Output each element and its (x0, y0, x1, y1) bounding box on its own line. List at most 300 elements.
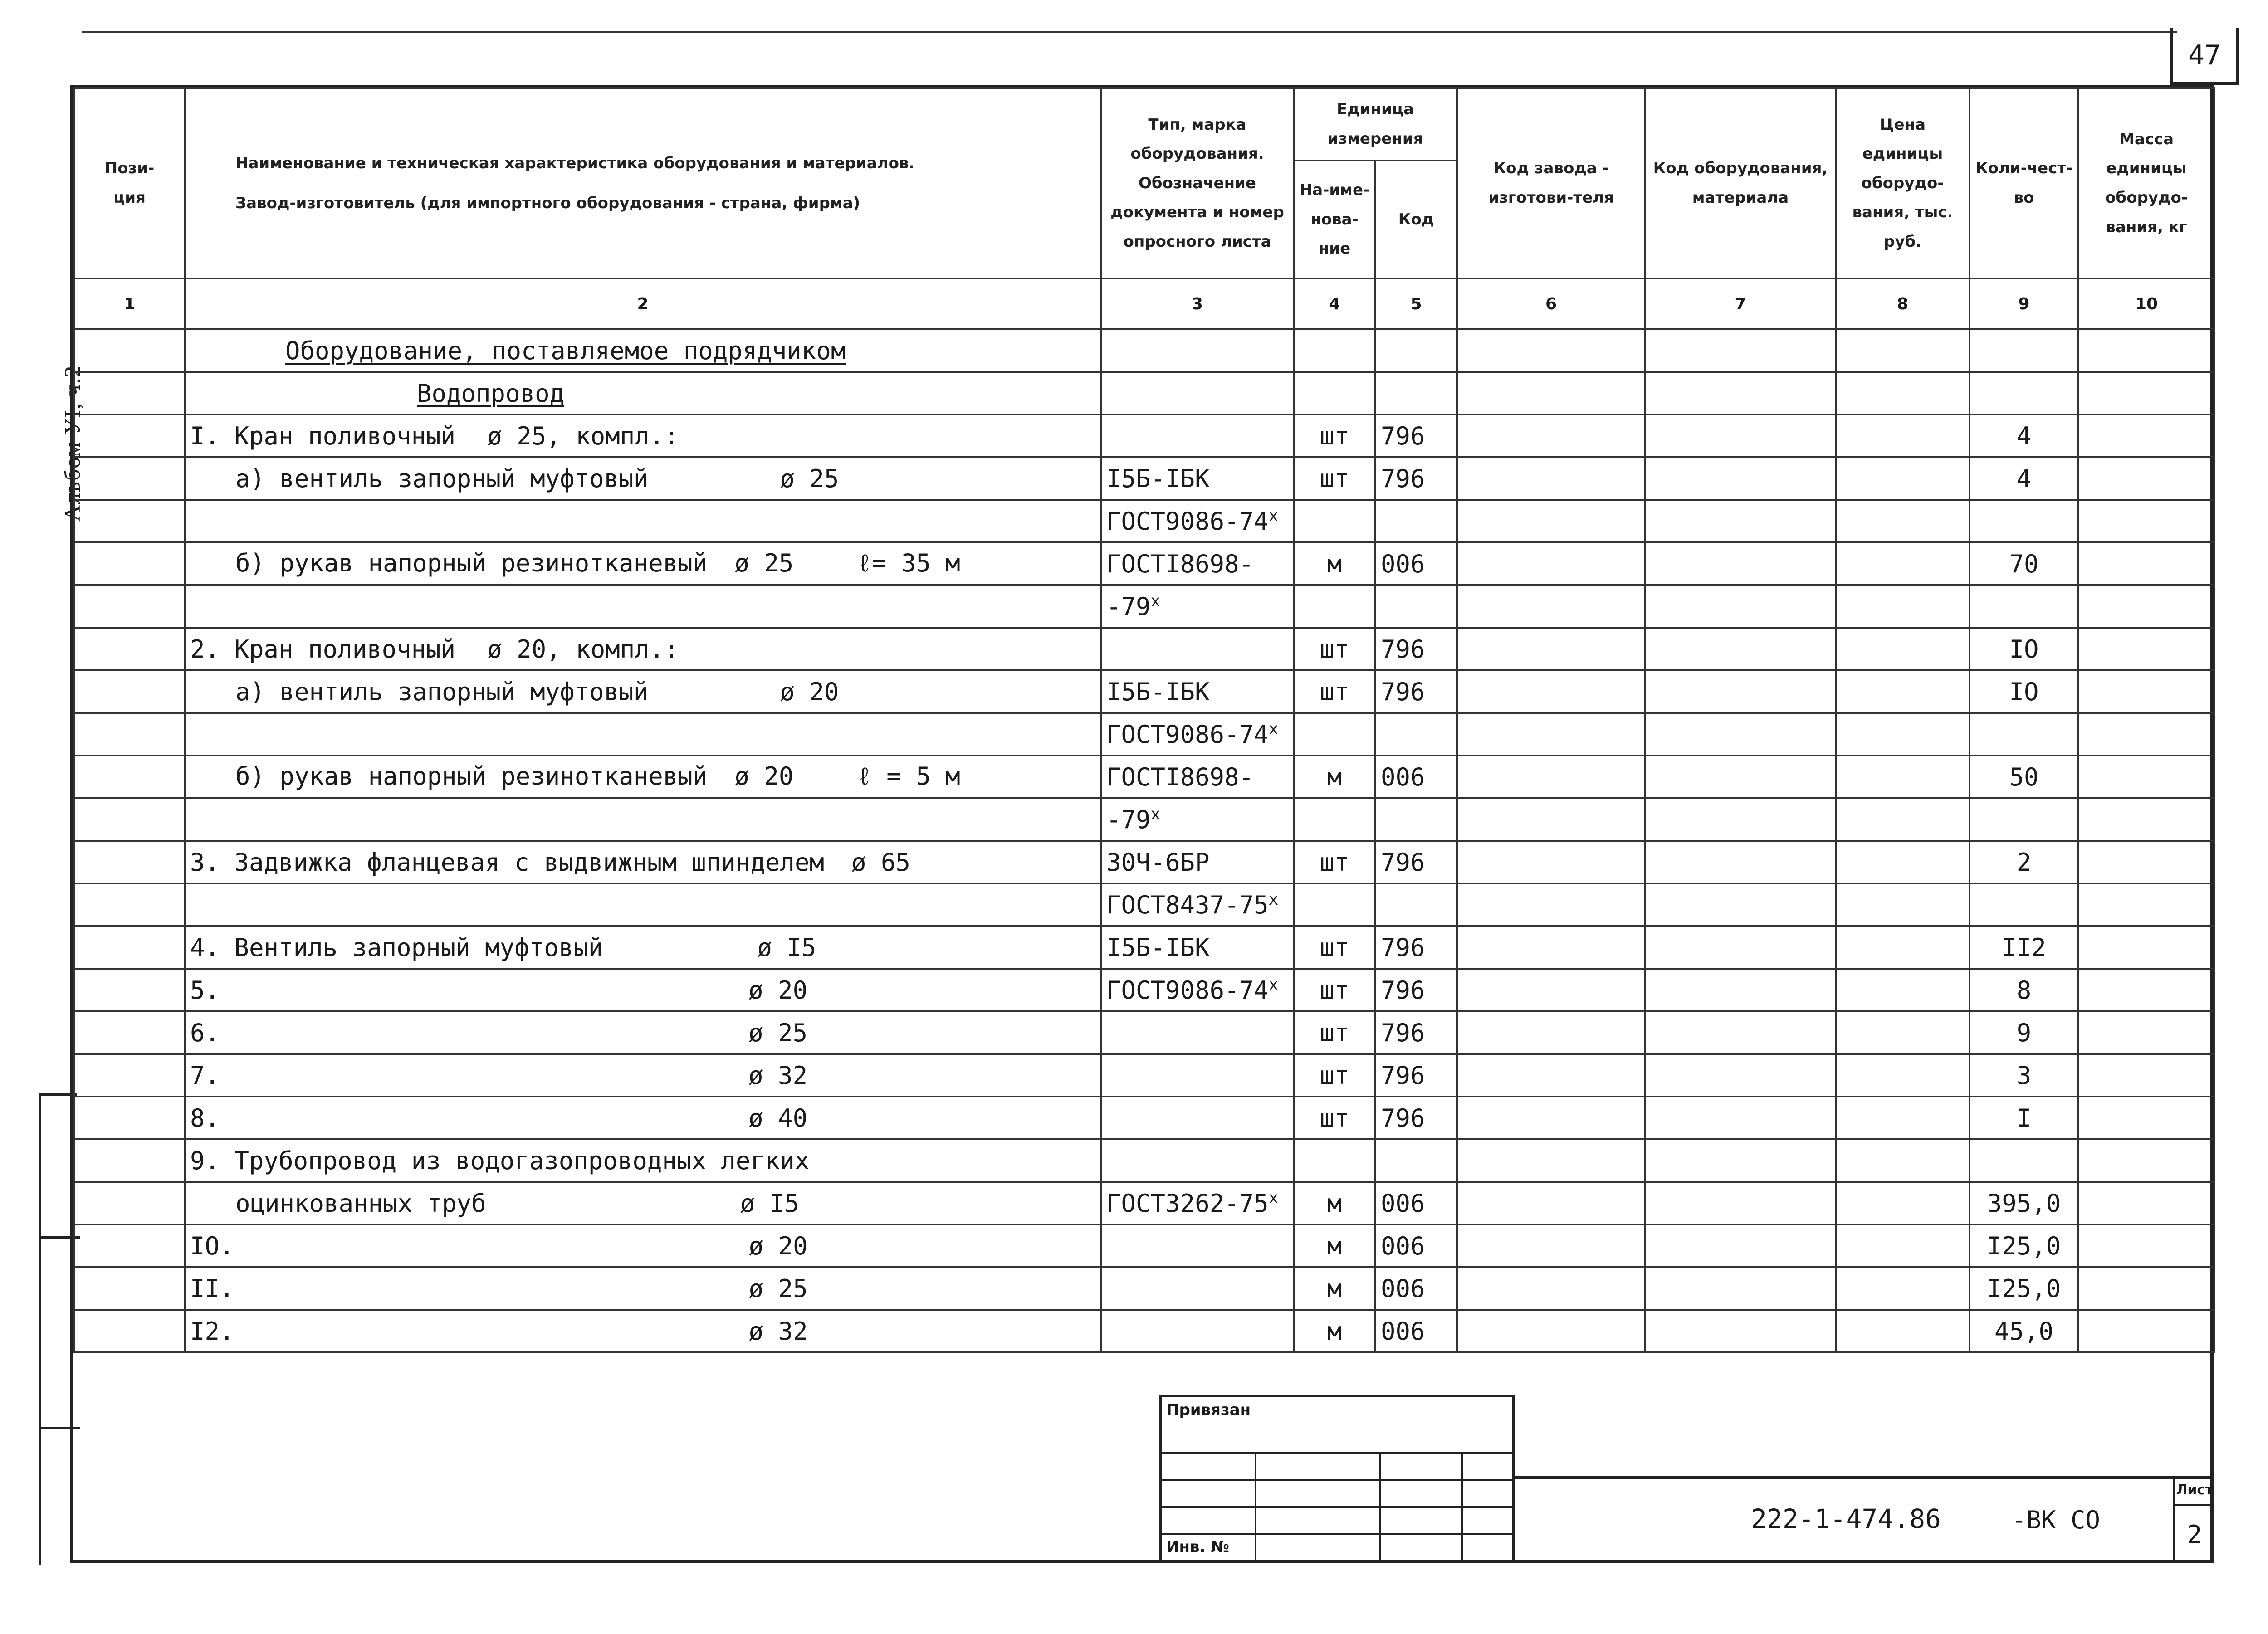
header-price: Цена единицы оборудо-вания, тыс. руб. (1836, 88, 1970, 278)
cell-unit: шт (1294, 969, 1375, 1011)
cell-unit: шт (1294, 926, 1375, 969)
cell-equip-code (1645, 1224, 1836, 1267)
header-plant-code: Код завода - изготови-теля (1457, 88, 1645, 278)
row-type: 30Ч-6БР (1106, 848, 1210, 877)
header-type: Тип, марка оборудования. Обозначение документа и номер опросного листа (1101, 88, 1294, 278)
header-mass: Масса единицы оборудо-вания, кг (2078, 88, 2214, 278)
cell-mass (2078, 1310, 2214, 1352)
cell-code: 796 (1375, 415, 1457, 457)
row-name: а) вентиль запорный муфтовый (235, 677, 649, 706)
cell-equip-code (1645, 500, 1836, 542)
cell-type (1101, 841, 1294, 883)
cell-equip-code (1645, 542, 1836, 585)
row-diameter: ø 40 (748, 1103, 808, 1132)
table-row (74, 756, 2214, 798)
column-number: 9 (1970, 278, 2078, 329)
table-row (74, 1097, 2214, 1139)
row-diameter: ø I5 (740, 1189, 799, 1218)
cell-equip-code (1645, 670, 1836, 713)
cell-plant-code (1457, 628, 1645, 670)
cell-price (1836, 628, 1970, 670)
table-row (74, 969, 2214, 1011)
cell-qty: 9 (1970, 1011, 2078, 1054)
cell-type (1101, 1097, 1294, 1139)
cell-name (185, 329, 1101, 372)
cell-unit: м (1294, 1267, 1375, 1310)
cell-name (185, 1139, 1101, 1182)
cell-type (1101, 1224, 1294, 1267)
cell-type (1101, 1054, 1294, 1097)
table-row (74, 1267, 2214, 1310)
album-side-label: Альбом УI, ч.2 (59, 365, 85, 522)
cell-plant-code (1457, 1267, 1645, 1310)
cell-qty: 4 (1970, 415, 2078, 457)
cell-code: 796 (1375, 628, 1457, 670)
cell-name (185, 585, 1101, 628)
cell-mass (2078, 628, 2214, 670)
cell-type (1101, 926, 1294, 969)
cell-equip-code (1645, 1182, 1836, 1224)
cell-equip-code (1645, 756, 1836, 798)
cell-pos (74, 1139, 185, 1182)
cell-plant-code (1457, 1054, 1645, 1097)
column-number: 8 (1836, 278, 1970, 329)
sheet-number: 47 (2170, 28, 2239, 85)
cell-price (1836, 1224, 1970, 1267)
cell-name (185, 883, 1101, 926)
cell-mass (2078, 841, 2214, 883)
cell-price (1836, 415, 1970, 457)
table-row (74, 372, 2214, 415)
cell-mass (2078, 1224, 2214, 1267)
header-equip-code: Код оборудования, материала (1645, 88, 1836, 278)
cell-unit (1294, 500, 1375, 542)
cell-qty: 45,0 (1970, 1310, 2078, 1352)
cell-plant-code (1457, 329, 1645, 372)
row-diameter: ø 65 (851, 848, 911, 877)
cell-code: 796 (1375, 1097, 1457, 1139)
cell-price (1836, 1097, 1970, 1139)
cell-price (1836, 329, 1970, 372)
cell-name (185, 926, 1101, 969)
cell-unit: шт (1294, 1011, 1375, 1054)
cell-code: 796 (1375, 841, 1457, 883)
title-block-rule (1515, 1476, 2214, 1479)
row-type: ГОСТ8437-75 (1106, 891, 1269, 919)
table-row (74, 585, 2214, 628)
table-body (74, 329, 2214, 1352)
cell-price (1836, 969, 1970, 1011)
top-rule (82, 31, 2177, 33)
cell-unit (1294, 1139, 1375, 1182)
cell-plant-code (1457, 756, 1645, 798)
row-type: ГОСТ9086-74 (1106, 976, 1269, 1005)
cell-unit: шт (1294, 1097, 1375, 1139)
cell-qty: 395,0 (1970, 1182, 2078, 1224)
cell-unit: шт (1294, 841, 1375, 883)
cell-mass (2078, 500, 2214, 542)
cell-pos (74, 798, 185, 841)
document-code: 222-1-474.86 (1751, 1503, 1941, 1534)
cell-plant-code (1457, 372, 1645, 415)
cell-plant-code (1457, 926, 1645, 969)
cell-unit: шт (1294, 415, 1375, 457)
row-name: 3. Задвижка фланцевая с выдвижным шпинделем (190, 848, 824, 877)
cell-type (1101, 670, 1294, 713)
cell-pos (74, 1310, 185, 1352)
table-row (74, 457, 2214, 500)
cell-type (1101, 1267, 1294, 1310)
cell-mass (2078, 372, 2214, 415)
row-type: I5Б-IБК (1106, 677, 1210, 706)
row-type-superscript: x (1268, 976, 1279, 994)
table-row (74, 670, 2214, 713)
row-name: а) вентиль запорный муфтовый (235, 464, 649, 493)
cell-pos (74, 1097, 185, 1139)
cell-equip-code (1645, 713, 1836, 756)
column-number: 5 (1375, 278, 1457, 329)
cell-price (1836, 1139, 1970, 1182)
row-diameter: ø 20 (734, 761, 794, 790)
cell-unit (1294, 883, 1375, 926)
cell-code: 006 (1375, 542, 1457, 585)
cell-qty: I (1970, 1097, 2078, 1139)
cell-name (185, 542, 1101, 585)
cell-plant-code (1457, 1011, 1645, 1054)
cell-equip-code (1645, 926, 1836, 969)
cell-plant-code (1457, 415, 1645, 457)
column-number: 4 (1294, 278, 1375, 329)
cell-qty: II2 (1970, 926, 2078, 969)
cell-equip-code (1645, 798, 1836, 841)
cell-unit: м (1294, 756, 1375, 798)
cell-code: 006 (1375, 1224, 1457, 1267)
table-row (74, 798, 2214, 841)
cell-mass (2078, 1054, 2214, 1097)
cell-mass (2078, 756, 2214, 798)
column-number: 2 (185, 278, 1101, 329)
cell-type (1101, 756, 1294, 798)
cell-pos (74, 1011, 185, 1054)
cell-mass (2078, 457, 2214, 500)
cell-name (185, 841, 1101, 883)
table-row (74, 415, 2214, 457)
row-diameter: ø 32 (748, 1317, 808, 1346)
cell-pos (74, 883, 185, 926)
cell-plant-code (1457, 883, 1645, 926)
cell-pos (74, 969, 185, 1011)
list-label: Лист (2175, 1476, 2214, 1506)
cell-qty (1970, 585, 2078, 628)
cell-pos (74, 1054, 185, 1097)
cell-mass (2078, 1182, 2214, 1224)
cell-unit (1294, 585, 1375, 628)
cell-code: 796 (1375, 1011, 1457, 1054)
cell-pos (74, 1182, 185, 1224)
row-diameter: ø 32 (748, 1061, 808, 1090)
row-type: -79 (1106, 805, 1151, 834)
row-type-superscript: x (1268, 720, 1279, 738)
cell-price (1836, 883, 1970, 926)
cell-mass (2078, 969, 2214, 1011)
cell-unit (1294, 798, 1375, 841)
cell-name (185, 415, 1101, 457)
row-length: ℓ = 5 м (857, 761, 960, 790)
cell-plant-code (1457, 1097, 1645, 1139)
row-diameter: ø 20 (780, 677, 839, 706)
cell-equip-code (1645, 969, 1836, 1011)
cell-plant-code (1457, 1224, 1645, 1267)
cell-unit: шт (1294, 628, 1375, 670)
cell-pos (74, 1224, 185, 1267)
cell-price (1836, 500, 1970, 542)
cell-qty (1970, 883, 2078, 926)
cell-equip-code (1645, 415, 1836, 457)
column-number: 10 (2078, 278, 2214, 329)
cell-pos (74, 670, 185, 713)
cell-code (1375, 329, 1457, 372)
cell-qty (1970, 1139, 2078, 1182)
row-type: I5Б-IБК (1106, 464, 1210, 493)
cell-code: 006 (1375, 1267, 1457, 1310)
row-type: ГОСТI8698- (1106, 762, 1254, 791)
cell-price (1836, 841, 1970, 883)
cell-equip-code (1645, 457, 1836, 500)
cell-qty (1970, 329, 2078, 372)
cell-qty: 4 (1970, 457, 2078, 500)
row-name: 4. Вентиль запорный муфтовый (190, 933, 603, 962)
cell-name (185, 670, 1101, 713)
cell-unit: м (1294, 542, 1375, 585)
column-number: 7 (1645, 278, 1836, 329)
cell-unit: м (1294, 1310, 1375, 1352)
cell-price (1836, 670, 1970, 713)
cell-type (1101, 415, 1294, 457)
cell-price (1836, 756, 1970, 798)
cell-pos (74, 500, 185, 542)
cell-pos (74, 841, 185, 883)
cell-unit (1294, 372, 1375, 415)
table-row (74, 926, 2214, 969)
row-length: ℓ= 35 м (857, 548, 960, 577)
cell-code: 796 (1375, 926, 1457, 969)
header-name-line2: Завод-изготовитель (для импортного оборудования - страна, фирма) (235, 194, 860, 212)
cell-equip-code (1645, 628, 1836, 670)
row-diameter: ø 25 (748, 1274, 808, 1303)
cell-equip-code (1645, 1054, 1836, 1097)
table-row (74, 841, 2214, 883)
cell-pos (74, 926, 185, 969)
cell-equip-code (1645, 585, 1836, 628)
header-qty: Коли-чест-во (1970, 88, 2078, 278)
cell-mass (2078, 670, 2214, 713)
row-name: Оборудование, поставляемое подрядчиком (285, 336, 846, 365)
cell-price (1836, 798, 1970, 841)
cell-name (185, 798, 1101, 841)
cell-plant-code (1457, 500, 1645, 542)
cell-code (1375, 1139, 1457, 1182)
cell-qty: 50 (1970, 756, 2078, 798)
cell-price (1836, 713, 1970, 756)
cell-plant-code (1457, 1310, 1645, 1352)
cell-pos (74, 713, 185, 756)
cell-qty: 2 (1970, 841, 2078, 883)
cell-type (1101, 457, 1294, 500)
stamp-line (1162, 1452, 1512, 1454)
column-number: 1 (74, 278, 185, 329)
cell-code (1375, 798, 1457, 841)
cell-type (1101, 1310, 1294, 1352)
row-name: 2. Кран поливочный (190, 634, 456, 663)
cell-name (185, 1224, 1101, 1267)
row-name: I2. (190, 1317, 235, 1346)
cell-code: 006 (1375, 1182, 1457, 1224)
cell-type (1101, 329, 1294, 372)
cell-mass (2078, 585, 2214, 628)
cell-price (1836, 372, 1970, 415)
cell-type (1101, 372, 1294, 415)
cell-name (185, 713, 1101, 756)
cell-type (1101, 1139, 1294, 1182)
cell-mass (2078, 329, 2214, 372)
row-type: I5Б-IБК (1106, 933, 1210, 962)
cell-qty: IO (1970, 670, 2078, 713)
cell-unit (1294, 713, 1375, 756)
cell-price (1836, 1182, 1970, 1224)
cell-price (1836, 1011, 1970, 1054)
binding-stamp (1159, 1395, 1515, 1563)
list-value: 2 (2187, 1520, 2202, 1549)
cell-mass (2078, 1097, 2214, 1139)
row-type-superscript: x (1268, 1189, 1279, 1207)
cell-price (1836, 1054, 1970, 1097)
cell-code (1375, 883, 1457, 926)
cell-qty: 70 (1970, 542, 2078, 585)
table-row (74, 1011, 2214, 1054)
cell-qty: 8 (1970, 969, 2078, 1011)
cell-pos (74, 329, 185, 372)
row-type: ГОСТ9086-74 (1106, 507, 1269, 536)
cell-name (185, 1054, 1101, 1097)
table-row (74, 500, 2214, 542)
cell-equip-code (1645, 1267, 1836, 1310)
table-row (74, 542, 2214, 585)
cell-pos (74, 585, 185, 628)
cell-price (1836, 585, 1970, 628)
stamp-line (1162, 1533, 1512, 1535)
cell-equip-code (1645, 841, 1836, 883)
cell-qty: I25,0 (1970, 1224, 2078, 1267)
table-row (74, 1054, 2214, 1097)
cell-name (185, 1182, 1101, 1224)
cell-type (1101, 969, 1294, 1011)
table-row (74, 628, 2214, 670)
cell-equip-code (1645, 883, 1836, 926)
row-name: 8. (190, 1103, 220, 1132)
row-name: Водопровод (417, 379, 565, 408)
cell-name (185, 756, 1101, 798)
cell-name (185, 457, 1101, 500)
cell-plant-code (1457, 841, 1645, 883)
table-row (74, 329, 2214, 372)
cell-plant-code (1457, 1182, 1645, 1224)
sheet-list-box (2173, 1476, 2214, 1563)
row-name: 9. Трубопровод из водогазопроводных легких (190, 1146, 810, 1175)
cell-pos (74, 1267, 185, 1310)
cell-price (1836, 1310, 1970, 1352)
cell-plant-code (1457, 798, 1645, 841)
cell-code: 796 (1375, 1054, 1457, 1097)
table-row (74, 1139, 2214, 1182)
row-diameter: ø 25 (780, 464, 839, 493)
cell-name (185, 1011, 1101, 1054)
cell-equip-code (1645, 1097, 1836, 1139)
cell-code: 006 (1375, 1310, 1457, 1352)
table-row (74, 883, 2214, 926)
stamp-inv-label: Инв. № (1166, 1538, 1230, 1556)
cell-unit (1294, 329, 1375, 372)
cell-equip-code (1645, 1011, 1836, 1054)
cell-unit: м (1294, 1182, 1375, 1224)
specification-table (73, 87, 2215, 1353)
cell-pos (74, 628, 185, 670)
stamp-line (1255, 1452, 1256, 1561)
cell-code (1375, 713, 1457, 756)
row-type-superscript: x (1150, 592, 1161, 610)
cell-pos (74, 372, 185, 415)
cell-equip-code (1645, 1310, 1836, 1352)
row-diameter: ø 25 (734, 548, 794, 577)
column-number: 3 (1101, 278, 1294, 329)
row-type: ГОСТ3262-75 (1106, 1189, 1269, 1218)
row-name: 6. (190, 1018, 220, 1047)
column-number-row (74, 278, 2214, 329)
header-unit-group: Единица измерения (1294, 88, 1457, 161)
cell-type (1101, 713, 1294, 756)
cell-code: 796 (1375, 670, 1457, 713)
cell-pos (74, 756, 185, 798)
row-name: IO. (190, 1231, 235, 1260)
cell-code: 796 (1375, 457, 1457, 500)
cell-price (1836, 542, 1970, 585)
cell-plant-code (1457, 542, 1645, 585)
cell-type (1101, 1011, 1294, 1054)
row-type: ГОСТ9086-74 (1106, 720, 1269, 749)
cell-plant-code (1457, 1139, 1645, 1182)
cell-code (1375, 585, 1457, 628)
header-unit-name: На-име-нова-ние (1294, 161, 1375, 278)
stamp-line (1379, 1452, 1381, 1561)
cell-type (1101, 542, 1294, 585)
row-name: I. Кран поливочный (190, 421, 456, 450)
cell-type (1101, 585, 1294, 628)
stamp-line (1461, 1452, 1463, 1561)
cell-equip-code (1645, 329, 1836, 372)
row-type-superscript: x (1268, 507, 1279, 525)
cell-code (1375, 500, 1457, 542)
cell-mass (2078, 1139, 2214, 1182)
cell-unit: шт (1294, 670, 1375, 713)
cell-plant-code (1457, 457, 1645, 500)
cell-qty (1970, 500, 2078, 542)
row-name: 7. (190, 1061, 220, 1090)
stamp-line (1162, 1506, 1512, 1508)
cell-plant-code (1457, 969, 1645, 1011)
row-name: б) рукав напорный резинотканевый (235, 761, 708, 790)
cell-mass (2078, 415, 2214, 457)
cell-qty (1970, 713, 2078, 756)
cell-type (1101, 1182, 1294, 1224)
